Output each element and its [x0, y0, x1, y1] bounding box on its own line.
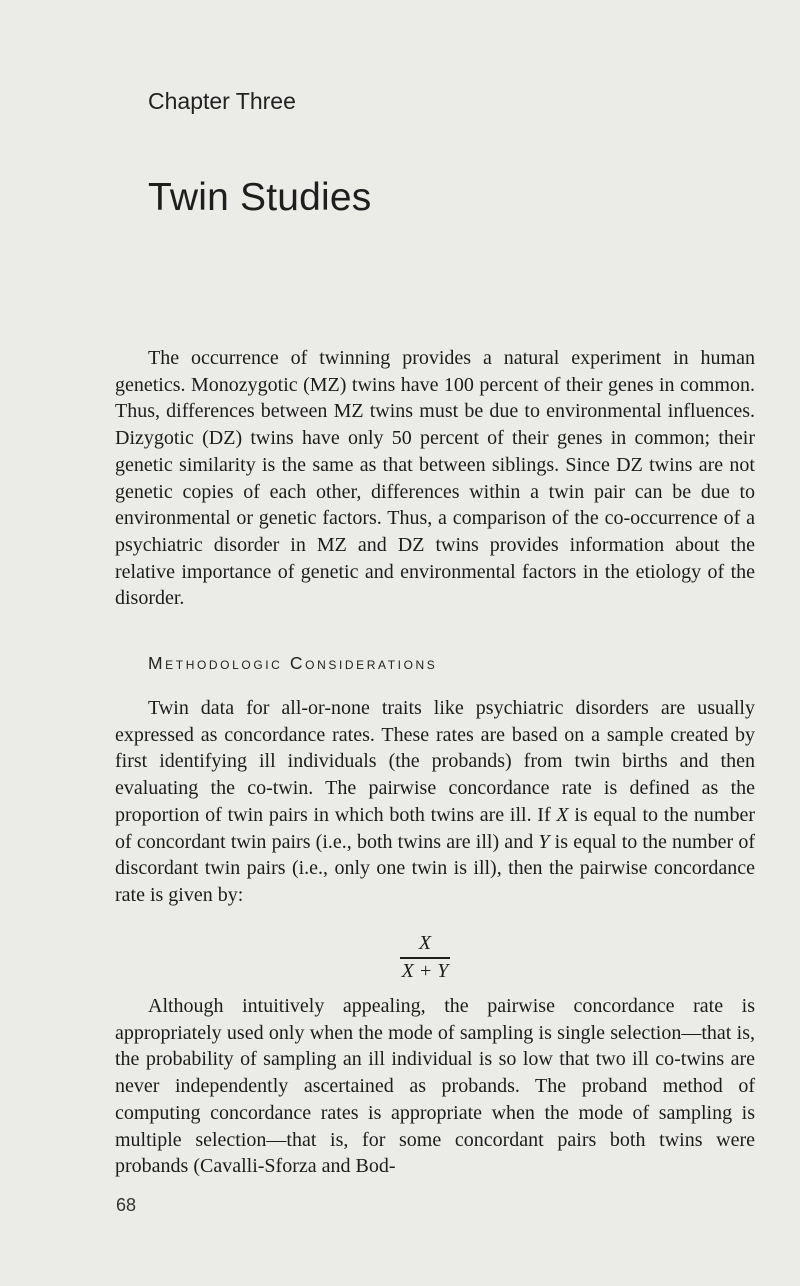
methods-paragraph-block [115, 695, 755, 909]
intro-paragraph: The occurrence of twinning provides a natural experiment in human genetics. Monozygotic (MZ) twins have 100 percent of their genes in common. Thus, differences between MZ twins must be due to environmental influences. Dizygotic (DZ) twins have only 50 percent of their genes in common; their genetic similarity is the same as that between siblings. Since DZ twins are not genetic copies of each other, differences within a twin pair can be due to environmental or genetic factors. Thus, a comparison of the co-occurrence of a psychiatric disorder in MZ and DZ twins provides information about the relative importance of genetic and environmental factors in the etiology of the disorder. [115, 347, 755, 610]
proband-paragraph: Although intuitively appealing, the pairwise concordance rate is appropriately used only when the mode of sampling is single selection—that is, the probability of sampling an ill individual is so low that two ill co-twins are never independently ascertained as probands. The proband method of computing concordance rates is appropriate when the mode of sampling is multiple selection—that is, for some concordant pairs both twins were probands (Cavalli-Sforza and Bod- [115, 995, 755, 1178]
methods-paragraph [115, 695, 755, 909]
formula-numerator: X [418, 932, 432, 954]
concordance-formula [380, 932, 470, 983]
methods-text-part3: is equal to the number of discordant twin pairs (i.e., only one twin is ill), then the pairwise concordance rate is given by: [115, 830, 755, 906]
page-number: 68 [116, 1195, 137, 1215]
chapter-label: Chapter Three [148, 88, 296, 114]
methods-text-part2: is equal to the number of concordant twin pairs (i.e., both twins are ill) and [115, 803, 756, 853]
variable-x: X [556, 803, 569, 826]
methods-text-part1: Twin data for all-or-none traits like psychiatric disorders are usually expressed as concordance rates. These rates are based on a sample created by first identifying ill individuals (the probands) from twin births and then evaluating the co-twin. The pairwise concordance rate is defined as the proportion of twin pairs in which both twins are ill. If [115, 697, 755, 826]
intro-paragraph-block [115, 345, 755, 612]
proband-paragraph-block [115, 993, 755, 1180]
formula-denominator: X + Y [401, 959, 449, 982]
chapter-title: Twin Studies [148, 176, 372, 219]
section-heading: Methodologic Considerations [148, 653, 438, 673]
variable-y: Y [538, 830, 550, 853]
